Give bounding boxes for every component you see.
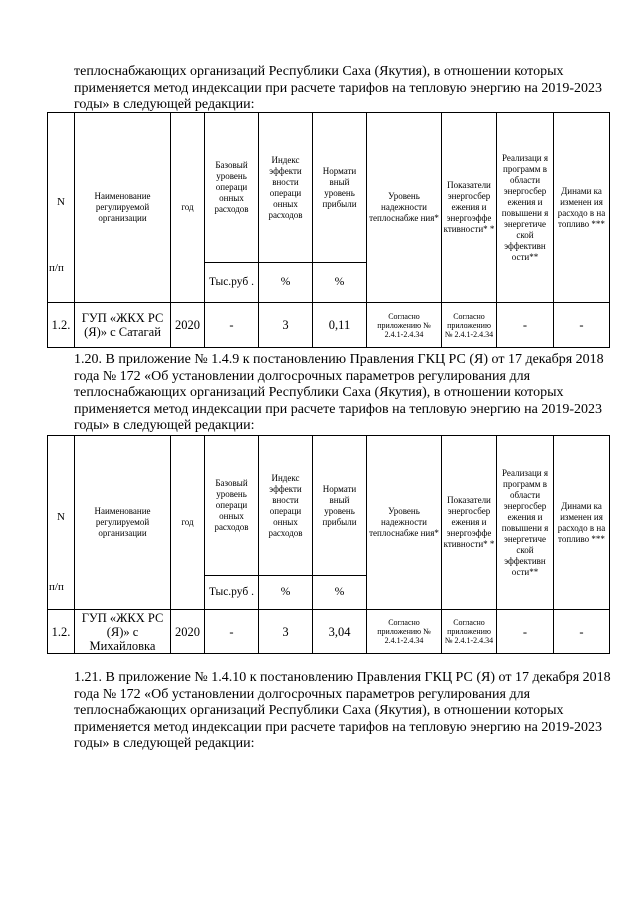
paragraph-1-20 [74, 352, 614, 435]
header-programs: Реализаци я программ в области энергосбер ежения и повышени я энергетиче ской эффективн ости** [497, 113, 554, 303]
cell-reliability: Согласно приложению № 2.4.1-2.4.34 [367, 610, 442, 654]
cell-organization: ГУП «ЖКХ РС (Я)» с Михайловка [75, 610, 171, 654]
table-row [48, 303, 610, 348]
table-row [48, 610, 610, 654]
cell-year: 2020 [171, 303, 205, 348]
cell-base: - [205, 610, 259, 654]
unit-index: % [259, 576, 313, 610]
header-base-costs: Базовый уровень операци онных расходов [205, 436, 259, 576]
cell-programs: - [497, 303, 554, 348]
text-line: теплоснабжающих организаций Республики Саха (Якутия), в отношении которых [74, 385, 564, 400]
text-line: годы» в следующей редакции: [74, 97, 255, 112]
unit-base: Тыс.руб . [205, 576, 259, 610]
paragraph-1-21 [74, 670, 614, 753]
text-line: годы» в следующей редакции: [74, 418, 255, 433]
text-line: применяется метод индексации при расчете тарифов на тепловую энергию на 2019-2023 [74, 80, 603, 96]
header-profit-level: Нормати вный уровень прибыли [313, 113, 367, 263]
text-line: 1.21. В приложение № 1.4.10 к постановлению Правления ГКЦ РС (Я) от 17 декабря 2018 [74, 670, 611, 685]
header-np: п/п [49, 261, 64, 274]
text-line: 1.20. В приложение № 1.4.9 к постановлению Правления ГКЦ РС (Я) от 17 декабря 2018 [74, 352, 604, 367]
cell-year: 2020 [171, 610, 205, 654]
cell-energy: Согласно приложению № 2.4.1-2.4.34 [442, 610, 497, 654]
cell-number: 1.2. [48, 303, 75, 348]
header-year: год [171, 113, 205, 303]
header-energy-saving: Показатели энергосбер ежения и энергоэффе ктивности* * [442, 436, 497, 610]
cell-reliability: Согласно приложению № 2.4.1-2.4.34 [367, 303, 442, 348]
cell-profit: 3,04 [313, 610, 367, 654]
cell-profit: 0,11 [313, 303, 367, 348]
text-line: теплоснабжающих организаций Республики Саха (Якутия), в отношении которых [74, 703, 564, 718]
cell-organization: ГУП «ЖКХ РС (Я)» с Сатагай [75, 303, 171, 348]
header-fuel-dynamics: Динами ка изменен ия расходо в на топливо *** [554, 113, 610, 303]
header-base-costs: Базовый уровень операци онных расходов [205, 113, 259, 263]
text-line: года № 172 «Об установлении долгосрочных параметров регулирования для [74, 368, 531, 384]
text-line: применяется метод индексации при расчете тарифов на тепловую энергию на 2019-2023 [74, 719, 603, 735]
header-efficiency-index: Индекс эффекти вности операци онных расходов [259, 113, 313, 263]
header-fuel-dynamics: Динами ка изменен ия расходо в на топливо *** [554, 436, 610, 610]
cell-index: 3 [259, 303, 313, 348]
header-programs: Реализаци я программ в области энергосбер ежения и повышени я энергетиче ской эффективн ости** [497, 436, 554, 610]
cell-dynamics: - [554, 303, 610, 348]
intro-paragraph [74, 64, 614, 114]
cell-number: 1.2. [48, 610, 75, 654]
header-year: год [171, 436, 205, 610]
unit-profit: % [313, 263, 367, 303]
header-reliability: Уровень надежности теплоснабже ния* [367, 436, 442, 610]
header-profit-level: Нормати вный уровень прибыли [313, 436, 367, 576]
unit-base: Тыс.руб . [205, 263, 259, 303]
cell-energy: Согласно приложению № 2.4.1-2.4.34 [442, 303, 497, 348]
text-line: теплоснабжающих организаций Республики Саха (Якутия), в отношении которых [74, 64, 564, 79]
unit-profit: % [313, 576, 367, 610]
unit-index: % [259, 263, 313, 303]
header-efficiency-index: Индекс эффекти вности операци онных расходов [259, 436, 313, 576]
cell-index: 3 [259, 610, 313, 654]
header-organization: Наименование регулируемой организации [75, 436, 171, 610]
header-reliability: Уровень надежности теплоснабже ния* [367, 113, 442, 303]
text-line: годы» в следующей редакции: [74, 736, 255, 751]
cell-base: - [205, 303, 259, 348]
header-energy-saving: Показатели энергосбер ежения и энергоэффе ктивности* * [442, 113, 497, 303]
cell-dynamics: - [554, 610, 610, 654]
header-number: N п/п [48, 113, 75, 303]
cell-programs: - [497, 610, 554, 654]
text-line: применяется метод индексации при расчете тарифов на тепловую энергию на 2019-2023 [74, 401, 603, 417]
text-line: года № 172 «Об установлении долгосрочных параметров регулирования для [74, 686, 531, 702]
header-number: N п/п [48, 436, 75, 610]
parameters-table-2 [47, 435, 610, 654]
header-np: п/п [49, 580, 64, 593]
header-organization: Наименование регулируемой организации [75, 113, 171, 303]
parameters-table-1 [47, 112, 610, 348]
